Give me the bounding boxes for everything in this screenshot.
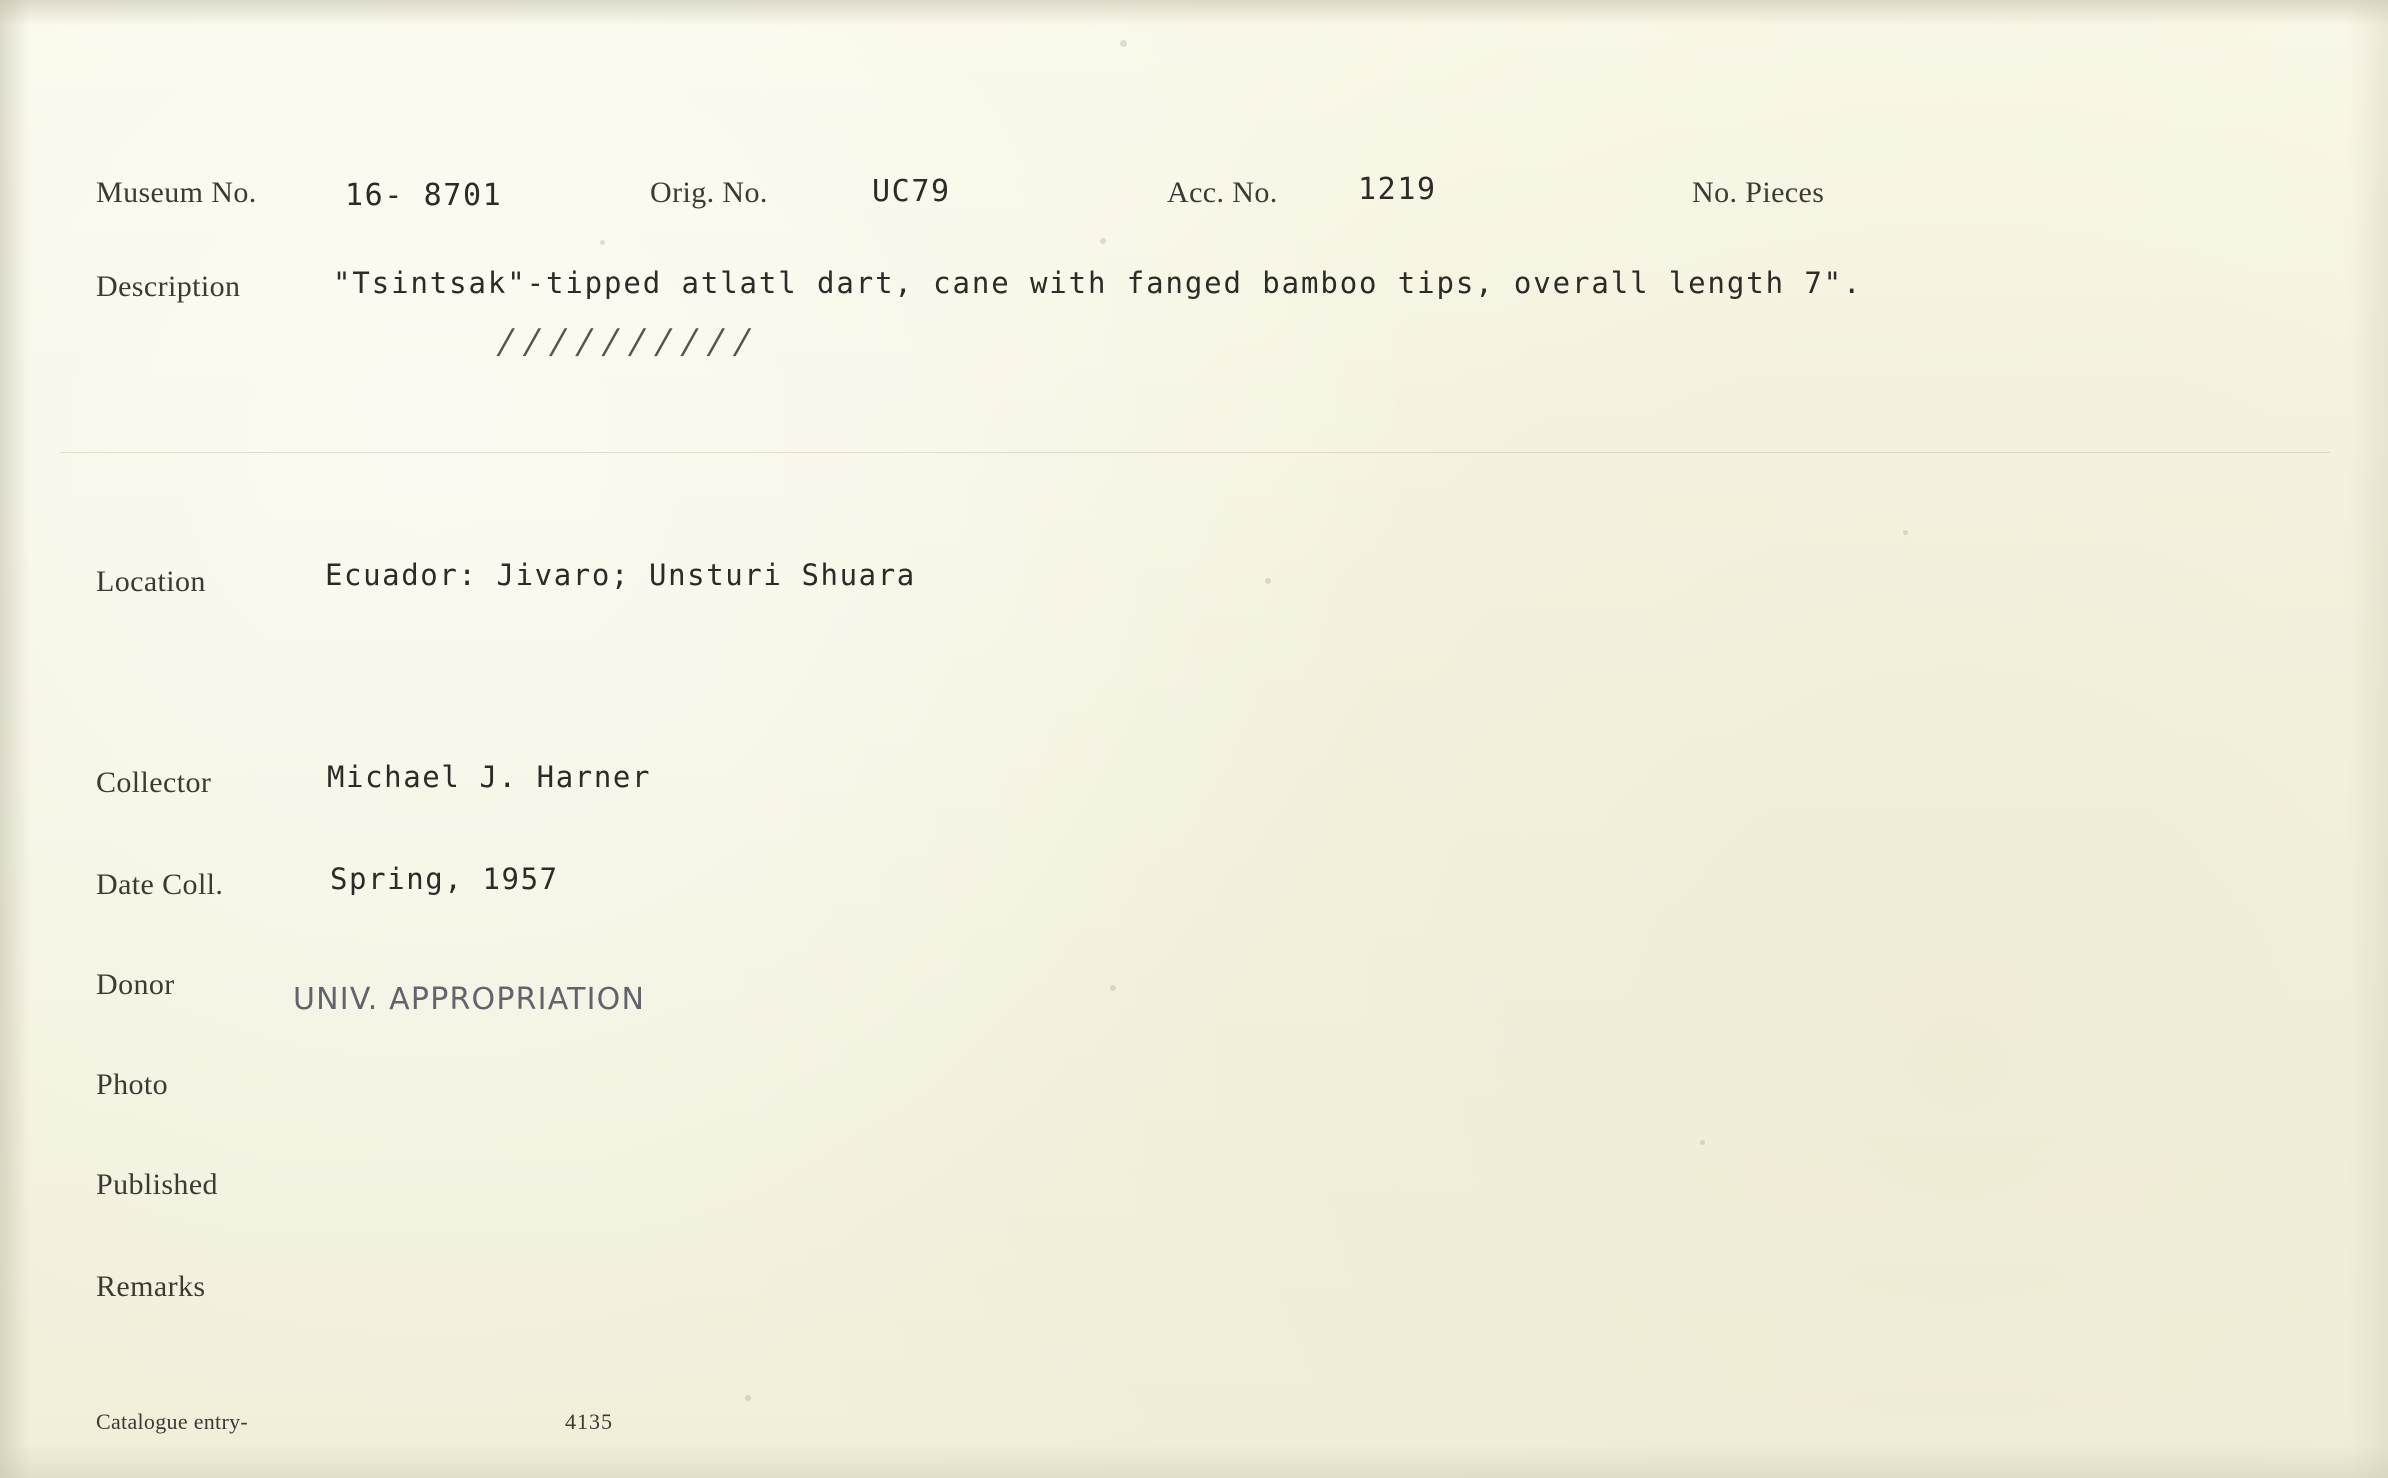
museum-no-value: 16- 8701 [345,178,503,213]
collector-label: Collector [96,766,212,799]
orig-no-value: UC79 [872,174,951,209]
catalogue-number: 4135 [565,1409,613,1434]
scan-edge-bottom [0,1444,2388,1478]
paper-speck [1903,530,1908,535]
no-pieces-label: No. Pieces [1692,176,1825,209]
catalogue-entry-label: Catalogue entry- [96,1409,249,1434]
scan-edge-top [0,0,2388,26]
scan-edge-left [0,0,30,1478]
date-coll-value: Spring, 1957 [330,862,559,896]
description-label: Description [96,270,241,303]
paper-speck [1100,238,1106,244]
scan-edge-right [2348,0,2388,1478]
donor-label: Donor [96,968,175,1001]
paper-speck [1110,985,1116,991]
paper-speck [1700,1140,1705,1145]
paper-speck [1120,40,1127,47]
date-coll-label: Date Coll. [96,868,224,901]
museum-no-label: Museum No. [96,176,257,209]
acc-no-value: 1219 [1358,172,1437,207]
paper-speck [745,1395,751,1401]
description-value: "Tsintsak"-tipped atlatl dart, cane with fanged bamboo tips, overall length 7". [333,266,1863,300]
photo-label: Photo [96,1068,169,1101]
orig-no-label: Orig. No. [650,176,768,209]
struck-out-annotation: / / / / / / / / / / [495,322,755,362]
collector-value: Michael J. Harner [327,760,652,794]
faint-horizontal-rule [60,452,2330,453]
donor-value: UNIV. APPROPRIATION [293,982,646,1017]
location-label: Location [96,565,206,598]
published-label: Published [96,1168,218,1201]
remarks-label: Remarks [96,1270,206,1303]
location-value: Ecuador: Jivaro; Unsturi Shuara [325,558,916,592]
paper-speck [1265,578,1271,584]
acc-no-label: Acc. No. [1167,176,1278,209]
paper-speck [600,240,605,245]
